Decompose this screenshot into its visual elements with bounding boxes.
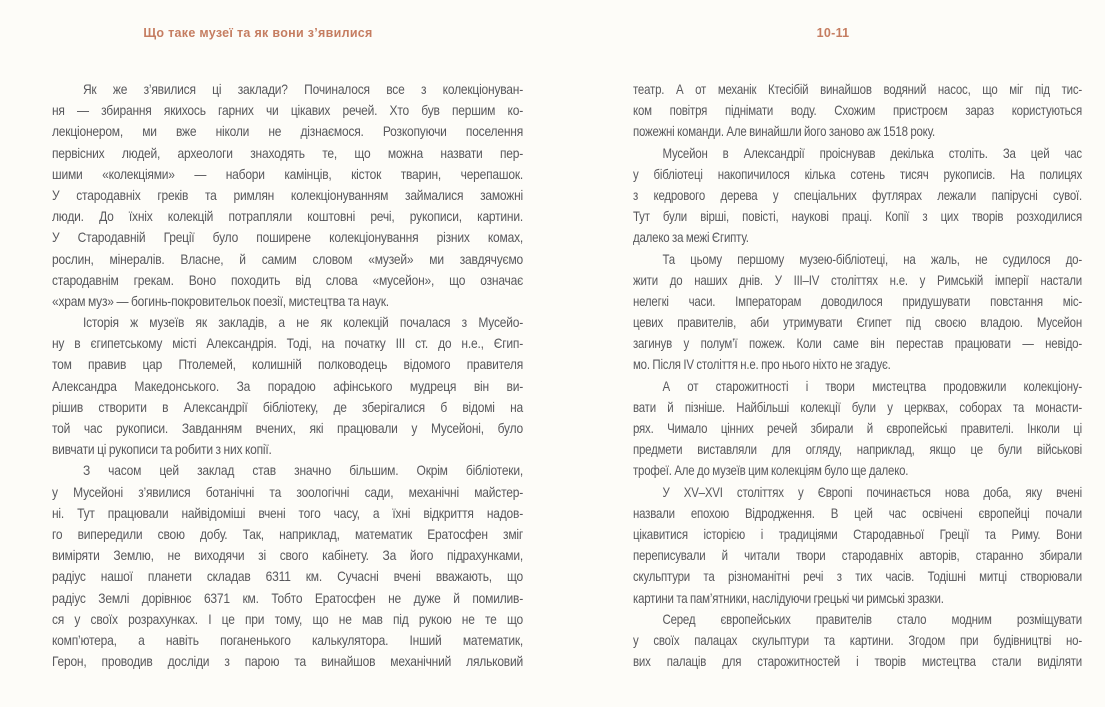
text-line: Александра Македонського. За порадою афінського мудреця він ви-: [52, 377, 524, 394]
text-line: рях. Чимало цінних речей збирали й європейські правителі. Інколи ці: [633, 420, 1082, 436]
text-line: рослин, мінералів. Власне, й самим словом «музей» ми завдячуємо: [52, 250, 524, 267]
right-page-text-column: [633, 79, 1082, 672]
text-line: комп’ютера, а навіть поганенького калькулятора. Інший математик,: [52, 631, 524, 648]
text-line: Історія ж музеїв як закладів, а не як колекцій почалася з Мусейо-: [82, 314, 524, 331]
text-line: Герон, проводив досліди з парою та винайшов механічний ляльковий: [52, 653, 524, 670]
text-line: мо. Після IV століття н.е. про нього ніхто не згадує.: [633, 356, 891, 373]
text-line: загинув у полум’ї пожеж. Коли саме він перестав працювати — невідо-: [633, 335, 1082, 352]
text-line: первісних людей, археологи знаходять те, що можна назвати пер-: [52, 144, 524, 161]
text-line: У стародавніх греків та римлян колекціонуванням займалися заможні: [52, 186, 524, 203]
text-line: Мусейон в Александрії проіснував декілька століть. За цей час: [662, 144, 1082, 161]
text-line: у Мусейоні з’явилися ботанічні та зоологічні сади, механічні майстер-: [52, 483, 524, 500]
text-line: театр. А от механік Ктесібій винайшов водяний насос, що міг під тис-: [633, 81, 1082, 97]
text-line: вивчати ці рукописи та робити з них копії.: [52, 441, 272, 458]
text-line: Як же з’явилися ці заклади? Починалося все з колекціонуван-: [82, 81, 524, 97]
text-line: цікавитися історією і традиціями Стародавньої Греції та Риму. Вони: [633, 525, 1082, 542]
text-line: ся у своїх розрахунках. І це при тому, що не мав під рукою не те що: [52, 610, 524, 627]
left-page-text: [52, 79, 523, 672]
text-line: нелегкі часи. Імператорам доводилося придушувати повстання міс-: [633, 292, 1082, 309]
text-line: цевих правителів, аби утримувати Єгипет під своєю владою. Мусейон: [633, 314, 1082, 331]
text-line: стародавнім грекам. Воно походить від слова «мусейон», що означає: [52, 271, 524, 288]
text-line: назвали епохою Відродження. В цей час освічені європейці почали: [633, 504, 1082, 521]
text-line: трофеї. Але до музеїв цим колекціям було ще далеко.: [633, 462, 909, 479]
text-line: У Стародавній Греції було поширене колекціонування різних комах,: [52, 229, 524, 246]
page-numbers: 10-11: [816, 26, 850, 40]
text-line: скульптури та різноманітні речі з тих часів. Тодішні митці створювали: [633, 568, 1082, 585]
text-line: ні. Тут працювали найвідоміші вчені того часу, а їхні відкриття надов-: [52, 504, 524, 521]
text-line: люди. До їхніх колекцій потрапляли коштовні речі, рукописи, картини.: [52, 208, 524, 225]
text-line: радіус Землі дорівнює 6371 км. Тобто Ератосфен не дуже й помилив-: [52, 589, 524, 606]
text-line: ну в єгипетському місті Александрія. Тоді, на початку III ст. до н.е., Єгип-: [52, 335, 524, 352]
text-line: той час рукописи. Завданням вчених, які працювали у Мусейоні, було: [52, 420, 524, 436]
text-line: картини та пам’ятники, наслідуючи грецькі чи римські зразки.: [633, 589, 944, 606]
text-line: радіус нашої планети складав 6311 км. Сучасні вчені вважають, що: [52, 568, 524, 585]
text-line: переписували й читали твори стародавніх авторів, старанно збирали: [633, 547, 1082, 564]
text-line: ня — збирання якихось гарних чи цікавих речей. Хто був першим ко-: [52, 102, 524, 119]
text-line: лекціонером, ми вже ніколи не дізнаємося. Розкопуючи поселення: [52, 123, 524, 140]
text-line: пожежні команди. Але винайшли його заново аж 1518 року.: [633, 123, 936, 140]
text-line: з кедрового дерева у спеціальних футлярах лежали папірусні сувої.: [633, 186, 1082, 203]
text-line: предмети виставляли для огляду, наприклад, якщо це були військові: [633, 441, 1082, 458]
text-line: Тут були вірші, повісті, наукові праці. Копії з цих творів розходилися: [633, 208, 1082, 225]
text-line: Та цьому першому музею-бібліотеці, на жаль, не судилося до-: [662, 250, 1082, 267]
running-title: Що таке музеї та як вони з’явилися: [143, 26, 373, 40]
text-line: том правив цар Птолемей, колишній полководець відомого правителя: [52, 356, 524, 373]
text-line: У XV–XVI століттях у Європі починається нова доба, яку вчені: [662, 483, 1082, 500]
text-line: виміряти Землю, не виходячи зі свого кабінету. За його підрахунками,: [52, 547, 524, 564]
text-line: А от старожитності і твори мистецтва продовжили колекціону-: [662, 377, 1082, 394]
text-line: «храм муз» — богинь-покровительок поезії, мистецтва та наук.: [52, 292, 389, 309]
left-page-text-column: [52, 79, 523, 672]
text-line: рішив створити в Александрії бібліотеку, де зберігалися б відомі на: [52, 398, 524, 415]
text-line: у своїх палацах скульптури та картини. Згодом при будівництві но-: [633, 631, 1082, 648]
right-page-text: [633, 79, 1082, 672]
text-line: у бібліотеці накопичилося кілька сотень тисяч рукописів. На полицях: [633, 165, 1082, 182]
text-line: Серед європейських правителів стало модним розміщувати: [662, 610, 1082, 627]
text-line: далеко за межі Єгипту.: [633, 229, 749, 246]
text-line: З часом цей заклад став значно більшим. Окрім бібліотеки,: [82, 462, 524, 479]
text-line: го випередили свою добу. Так, наприклад, математик Ератосфен зміг: [52, 525, 524, 542]
text-line: шими «колекціями» — набори камінців, кісток тварин, черепашок.: [52, 165, 524, 182]
text-line: жити до наших днів. У III–IV століттях н.е. у Римській імперії настали: [633, 271, 1082, 288]
text-line: вати й пізніше. Найбільші колекції були у церквах, соборах та монасти-: [633, 398, 1082, 415]
text-line: вих палаців для старожитностей і творів мистецтва стали виділяти: [633, 653, 1082, 670]
text-line: ком повітря піднімати воду. Схожим пристроєм зараз користуються: [633, 102, 1082, 119]
